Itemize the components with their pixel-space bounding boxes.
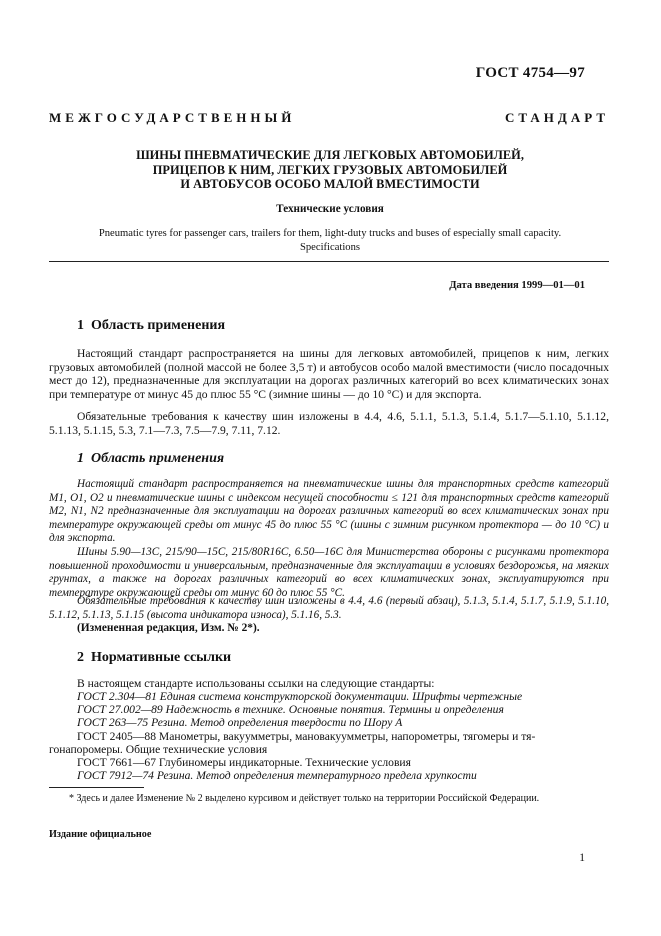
official-edition-label: Издание официальное [49,829,152,840]
page-number: 1 [579,852,585,864]
title-line-3: И АВТОБУСОВ ОСОБО МАЛОЙ ВМЕСТИМОСТИ [180,177,480,191]
reference-item [49,730,609,744]
reference-item [49,690,609,704]
document-subtitle: Технические условия [276,203,384,215]
section-number: 1 [77,318,84,333]
reference-item-continuation [49,743,609,757]
section-1-heading [77,318,225,334]
section-1-amended-paragraph-2 [49,546,609,600]
paragraph-text: Обязательные требования к качеству шин изложены в 4.4, 4.6, 5.1.1, 5.1.3, 5.1.4, 5.1.7—5.1.10, 5.1.12, 5.1.13, 5.1.15, 5.3, 7.1—7.3, 7.5—7.9, 7.11, 7.12. [49,410,609,437]
introduction-date: Дата введения 1999—01—01 [449,280,585,291]
paragraph-text: Шины 5.90—13С, 215/90—15С, 215/80R16С, 6.50—16С для Министерства обороны с рисунками протектора повышенной проходимости и универсальным, предназначенные для эксплуатации в условиях бездорожья, на мягких грунтах, а также на дорогах различных категорий во всех климатических зонах, эксплуатируются при температуре окружающей среды от минус 60 до плюс 55 °С. [49,546,609,599]
reference-text: ГОСТ 263—75 Резина. Метод определения твердости по Шору А [77,716,403,729]
paragraph-text: Настоящий стандарт распространяется на шины для легковых автомобилей, прицепов к ним, легких грузовых автомобилей (полной массой не более 3,5 т) и автобусов особо малой вместимости (число посадочных мест до 12), предназначенные для эксплуатации на дорогах различных категорий во всех климатических зонах при температуре от минус 45 до плюс 55 °С (зимние шины — до 10 °С) и для экспорта. [49,347,609,401]
reference-text: ГОСТ 2405—88 Манометры, вакуумметры, мановакуумметры, напорометры, тягомеры и тя- [77,730,536,743]
english-title-line-2: Specifications [299,241,360,253]
footnote-text: * Здесь и далее Изменение № 2 выделено курсивом и действует только на территории Российской Федерации. [69,793,540,804]
interstate-standard-label: МЕЖГОСУДАРСТВЕННЫЙ СТАНДАРТ [49,110,609,125]
reference-text: ГОСТ 7912—74 Резина. Метод определения температурного предела хрупкости [77,769,477,782]
section-number: 1 [77,451,84,466]
reference-text: ГОСТ 27.002—89 Надежность в технике. Основные понятия. Термины и определения [77,703,504,716]
reference-item [49,756,609,770]
reference-item [49,716,609,730]
section-1-amended-paragraph-3 [49,595,609,622]
reference-text: ГОСТ 2.304—81 Единая система конструкторской документации. Шрифты чертежные [77,690,523,703]
title-line-2: ПРИЦЕПОВ К НИМ, ЛЕГКИХ ГРУЗОВЫХ АВТОМОБИЛЕЙ [152,162,508,177]
document-title [70,148,590,192]
paragraph-text: Обязательные требования к качеству шин изложены в 4.4, 4.6 (первый абзац), 5.1.3, 5.1.4, 5.1.7, 5.1.9, 5.1.10, 5.1.12, 5.1.13, 5.1.15 (высота индикатора износа), 5.1.16, 5.3. [49,595,609,621]
reference-item [49,703,609,717]
section-2-intro [49,677,609,691]
section-1-amended-heading [77,451,224,467]
title-line-1: ШИНЫ ПНЕВМАТИЧЕСКИЕ ДЛЯ ЛЕГКОВЫХ АВТОМОБИЛЕЙ, [136,148,524,162]
amendment-note: (Измененная редакция, Изм. № 2*). [77,622,260,634]
section-1-paragraph-1 [49,347,609,401]
section-title: Нормативные ссылки [91,650,232,665]
reference-text: ГОСТ 7661—67 Глубиномеры индикаторные. Технические условия [77,756,411,769]
footnote [49,792,609,805]
divider [49,261,609,262]
footnote-divider [49,787,144,788]
section-number: 2 [77,650,84,665]
section-title: Область применения [91,451,225,466]
reference-item [49,769,609,783]
english-title [60,227,600,254]
section-title: Область применения [91,318,226,333]
english-title-line-1: Pneumatic tyres for passenger cars, trailers for them, light-duty trucks and buses of especially small capacity. [98,228,562,239]
paragraph-text: Настоящий стандарт распространяется на пневматические шины для транспортных средств категорий М1, О1, О2 и пневматические шины с индексом несущей способности ≤ 121 для транспортных средств категорий М2, N1, N2 предназначенные для эксплуатации на дорогах различных категорий во всех климатических зонах при температуре окружающей среды от минус 45 до плюс 55 °С (шины с зимним рисунком протектора — до 10 °С) и для экспорта. [49,478,609,545]
standard-number: ГОСТ 4754—97 [475,65,585,81]
paragraph-text: В настоящем стандарте использованы ссылки на следующие стандарты: [77,677,435,690]
section-1-paragraph-2 [49,410,609,437]
section-2-heading [77,650,231,666]
section-1-amended-paragraph-1 [49,478,609,546]
reference-text: гонапоромеры. Общие технические условия [49,743,268,756]
